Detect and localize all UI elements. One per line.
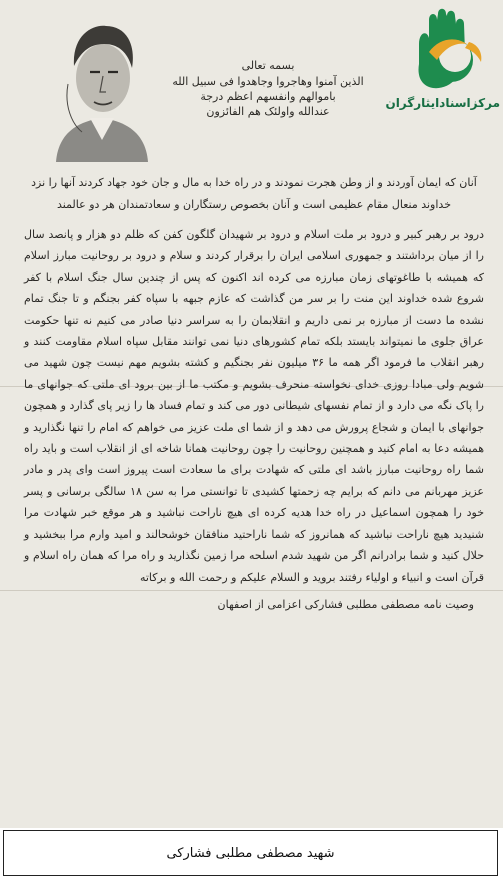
hand-crescent-logo-icon <box>405 8 497 94</box>
logo-caption: مرکزاسنادایثارگران <box>385 96 500 110</box>
caption-box <box>3 830 498 876</box>
testament-body <box>24 172 484 615</box>
testament-paragraph: درود بر رهبر کبیر و درود بر ملت اسلام و درود بر شهیدان گلگون کفن که ظلم دو هزار و پانصد سال را از میان برداشتند و جمهوری اسلامی ایران را برقرار کردند و سلام و درود بر روحانیت مبارز اسلام که همیشه با طاغوتهای زمان مبارزه می کرده اند اکنون که پس از چندین سال جنگ اسلام با کفر شروع شده خداوند این منت را بر سر من گذاشت که عازم جبهه با سپاه کفر بجنگم و تا جنگ تمام نشده ما دست از مبارزه بر نمی داریم و انقلابمان را به سراسر دنیا صادر می کنیم نه تنها حکومت عراق جلوی ما نمیتواند بایستد بلکه تمام کشورهای دنیا نمی توانند مقابل سپاه اسلام مقاومت کنند و رهبر انقلاب ما فرمود اگر همه ما ۳۶ میلیون نفر بجنگیم و کشته بشویم مهم نیست چون شهید می شویم ولی مبادا روزی خدای نخواسته منحرف بشویم و مکتب ما از بین برود ای ملتی که جوانهای ما را پاک نگه می دارد و از تمام نفسهای شیطانی دور می کند و تمام فساد ها را زیر پای گذارد و همچون جوانهای با ایمان و شجاع پرورش می دهد و از شما ای ملت عزیز می خواهم که امام را تنها نگذارید و همیشه دعا به امام کنید و همچنین روحانیت را چون روحانیت همانا شاخه ای از انقلاب است و باید راه شما راه روحانیت مبارز باشد ای ملتی که شهادت برای ما سعادت است پیروز است وای پدر و مادر عزیز مهربانم می دانم که برایم چه زحمتها کشیدی تا توانستی مرا به سن ۱۸ سالگی برسانی و پسر خود را همچون اسماعیل در راه خدا هدیه کرده ای هیچ ناراحت نباشید و هر موقع خبر شهادت مرا شنیدید هیچ ناراحت نباشید که همانروز که شما ناراحتید منافقان خوشحالند و امید وارم مرا ببخشید و حلال کنید و شما برادرانم اگر من شهید شدم اسلحه مرا زمین نگذارید و راه مرا که همان راه اسلام و قرآن است و انبیاء و اولیاء رفتند بروید و السلام علیکم و رحمت الله و برکاته <box>24 228 484 584</box>
document-header <box>168 58 368 119</box>
closing-signature-line: وصیت نامه مصطفی مطلبی فشارکی اعزامی از اصفهان <box>217 597 474 611</box>
intro-paragraph: آنان که ایمان آوردند و از وطن هجرت نمودند و در راه خدا به مال و جان خود جهاد کردند آنها را نزد خداوند منعال مقام عظیمی است و آنان بخصوص رستگاران و سعادتمندان هر دو عالمند <box>31 176 477 211</box>
quran-verse-line-1: الذین آمنوا وهاجروا وجاهدوا فی سبیل الله باموالهم وانفسهم اعظم درجة <box>172 75 364 103</box>
martyr-name-caption: شهید مصطفی مطلبی فشارکی <box>166 845 335 861</box>
portrait-sketch-icon <box>46 14 158 162</box>
basmala-heading: بسمه تعالی <box>241 59 295 72</box>
quran-verse-line-2: عندالله واولئک هم الفائزون <box>206 105 330 118</box>
